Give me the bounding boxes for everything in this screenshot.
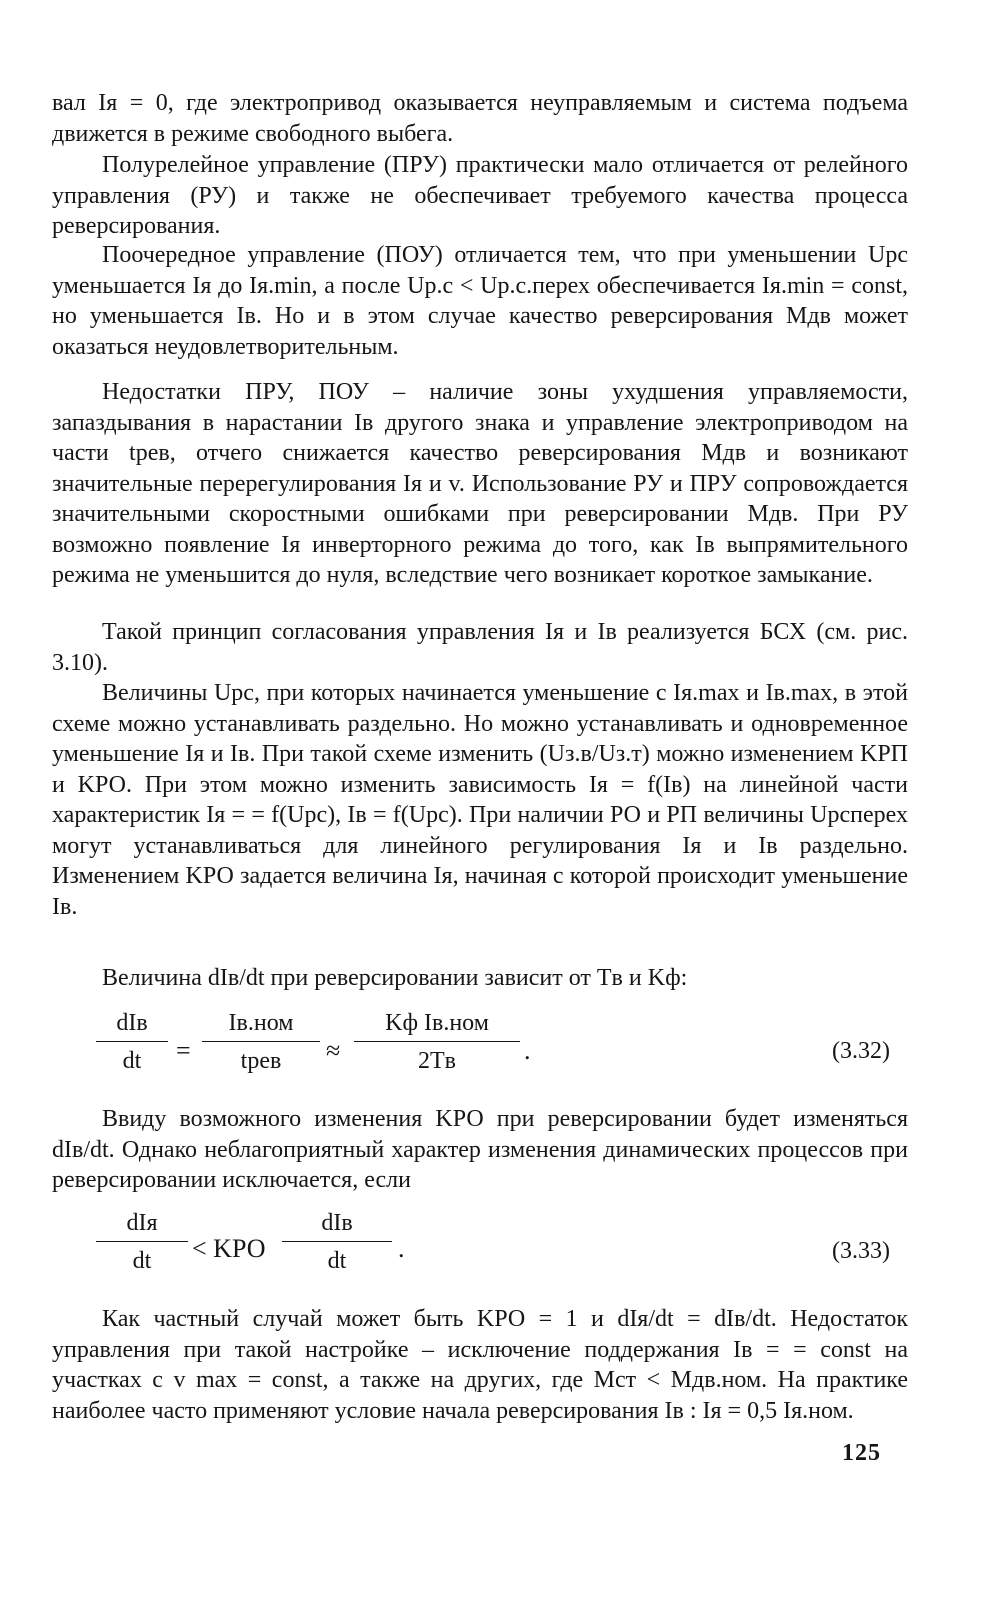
- paragraph-5: Такой принцип согласования управления Iя и Iв реализуется БСХ (см. рис. 3.10).: [52, 619, 908, 676]
- eq332-fraction-2: [202, 1010, 320, 1075]
- eq332-f2-denominator: tрев: [240, 1048, 282, 1074]
- eq333-fraction-2: [282, 1210, 392, 1275]
- eq333-f1-denominator: dt: [132, 1248, 152, 1274]
- eq332-f1-denominator: dt: [122, 1048, 142, 1074]
- equation-number-3-32: (3.32): [832, 1038, 890, 1064]
- equation-3-32: [0, 1010, 999, 1100]
- paragraph-2: Полурелейное управление (ПРУ) практически мало отличается от релейного управления (РУ) и также не обеспечивает требуемого качества процесса реверсирования.: [52, 152, 908, 239]
- eq332-period: .: [524, 1036, 531, 1065]
- paragraph-1: вал Iя = 0, где электропривод оказывается неуправляемым и система подъема движется в режиме свободного выбега.: [52, 90, 908, 147]
- eq333-less-than: < KРО: [192, 1234, 266, 1263]
- eq333-f2-numerator: dIв: [321, 1210, 353, 1236]
- paragraph-3: Поочередное управление (ПОУ) отличается тем, что при уменьшении Uрс уменьшается Iя до Iя.min, а после Uр.с < Uр.с.перех обеспечивается Iя.min = const, но уменьшается Iв. Но и в этом случае качество реверсирования Mдв может оказаться неудовлетворительным.: [52, 242, 908, 360]
- equation-3-33: [0, 1210, 999, 1300]
- eq332-fraction-1: [96, 1010, 168, 1075]
- paragraph-4: Недостатки ПРУ, ПОУ – наличие зоны ухудшения управляемости, запаздывания в нарастании Iв другого знака и управление электроприводом на части tрев, отчего снижается качество реверсирования Mдв и возникают значительные перерегулирования Iя и v. Использование РУ и ПРУ сопровождается значительными скоростными ошибками при реверсировании Mдв. При РУ возможно появление Iя инверторного режима до того, как Iв выпрямительного режима не уменьшится до нуля, вследствие чего возникает короткое замыкание.: [52, 379, 908, 588]
- paragraph-6: Величины Uрс, при которых начинается уменьшение с Iя.max и Iв.max, в этой схеме можно устанавливать раздельно. Но можно устанавливать и одновременное уменьшение Iя и Iв. При такой схеме изменить (Uз.в/Uз.т) можно изменением KРП и KРО. При этом можно изменить зависимость Iя = f(Iв) на линейной части характеристик Iя = = f(Uрс), Iв = f(Uрс). При наличии РО и РП величины Uрсперех могут устанавливаться для линейного регулирования Iя и Iв раздельно. Изменением KРО задается величина Iя, начиная с которой происходит уменьшение Iв.: [52, 680, 908, 920]
- eq332-approx: ≈: [326, 1036, 341, 1065]
- eq333-period: .: [398, 1234, 405, 1263]
- eq332-f1-numerator: dIв: [116, 1010, 148, 1036]
- equation-number-3-33: (3.33): [832, 1238, 890, 1264]
- paragraph-9: Как частный случай может быть KРО = 1 и dIя/dt = dIв/dt. Недостаток управления при такой настройке – исключение поддержания Iв = = const на участках с v max = const, а также на других, где Mст < Mдв.ном. На практике наиболее часто применяют условие начала реверсирования Iв : Iя = 0,5 Iя.ном.: [52, 1306, 908, 1424]
- eq332-equals: =: [176, 1036, 191, 1065]
- eq332-fraction-3: [354, 1010, 520, 1075]
- paragraph-8: Ввиду возможного изменения KРО при реверсировании будет изменяться dIв/dt. Однако неблагоприятный характер изменения динамических процессов при реверсировании исключается, если: [52, 1106, 908, 1193]
- paragraph-7: Величина dIв/dt при реверсировании зависит от Tв и Kф:: [102, 965, 688, 991]
- eq332-f2-numerator: Iв.ном: [228, 1010, 294, 1036]
- eq332-f3-denominator: 2Tв: [418, 1048, 456, 1074]
- eq332-f3-numerator: Kф Iв.ном: [385, 1010, 489, 1036]
- page-number: 125: [842, 1440, 881, 1466]
- eq333-f1-numerator: dIя: [126, 1210, 158, 1236]
- eq333-fraction-1: [96, 1210, 188, 1275]
- eq333-f2-denominator: dt: [327, 1248, 347, 1274]
